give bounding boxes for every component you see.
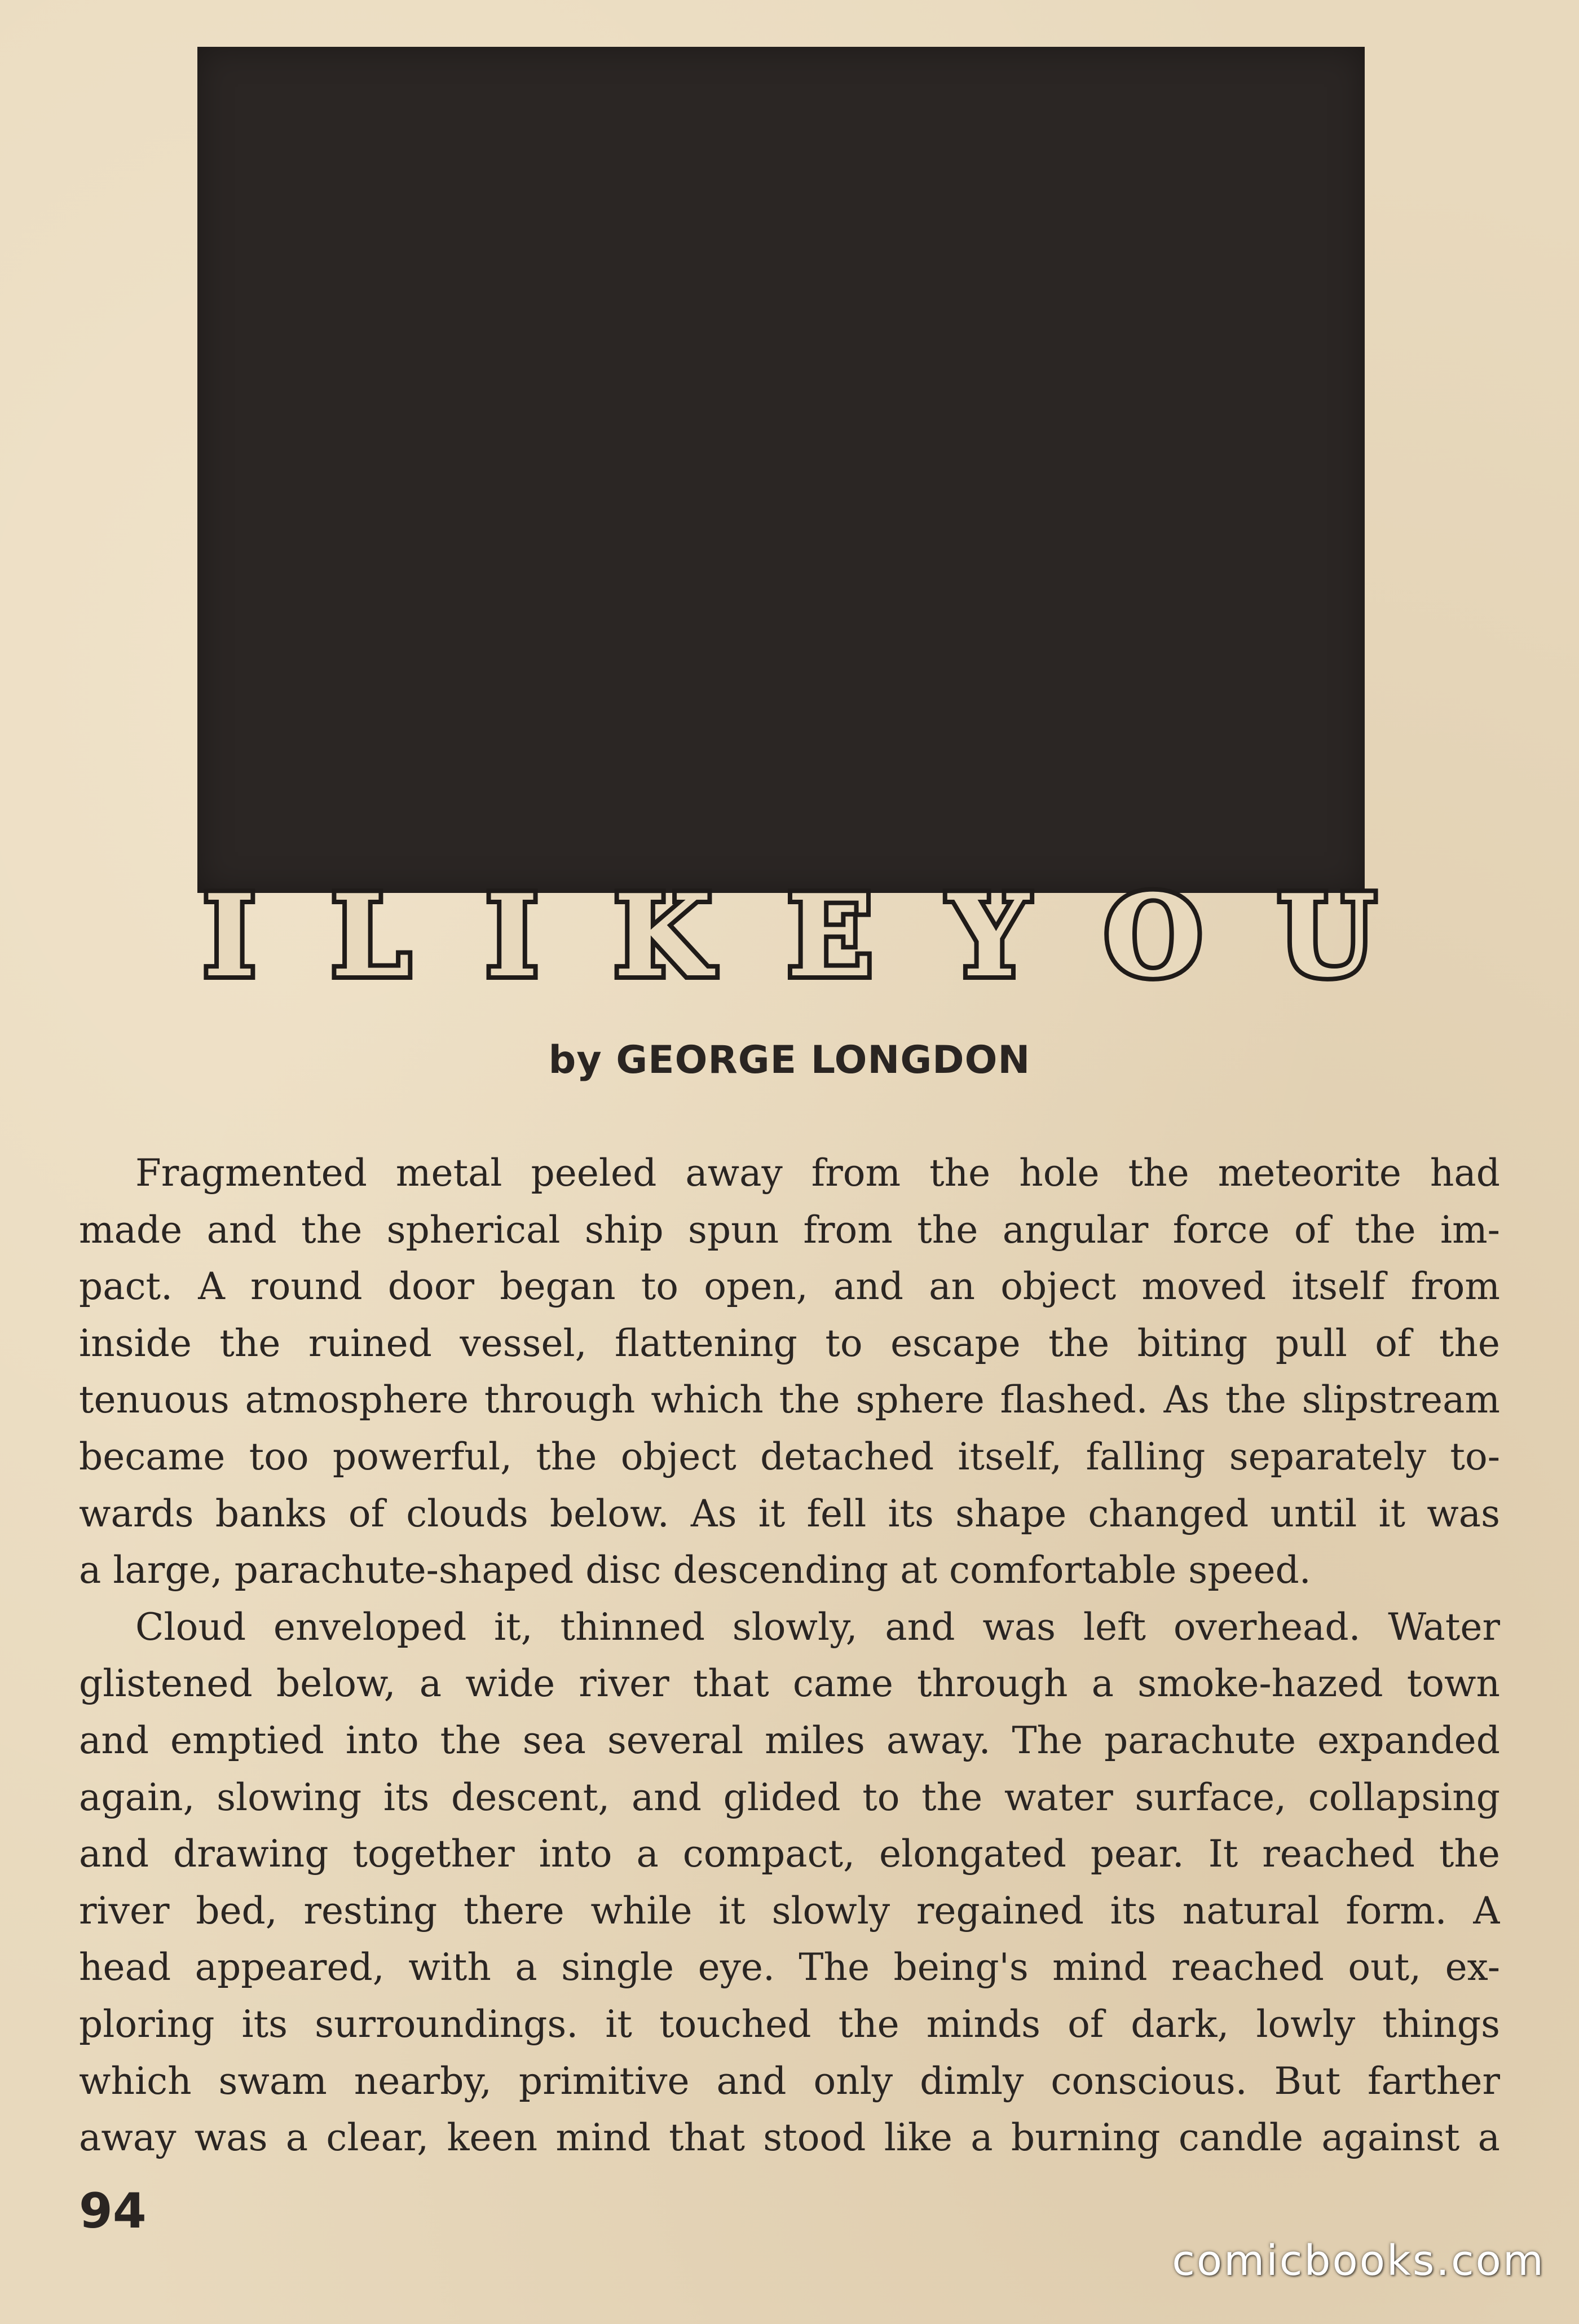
story-body	[79, 1145, 1500, 2167]
title-letter: I	[486, 870, 539, 1002]
story-title	[203, 870, 1376, 1002]
text-line: inside the ruined vessel, flattening to escape the biting pull of the	[79, 1321, 1500, 1365]
title-letter: O	[1104, 870, 1203, 1002]
title-letter: E	[787, 870, 874, 1002]
text-line: head appeared, with a single eye. The being's mind reached out, ex-	[79, 1946, 1500, 1990]
text-line: made and the spherical ship spun from the angular force of the im-	[79, 1208, 1500, 1252]
text-line: Cloud enveloped it, thinned slowly, and was left overhead. Water	[135, 1605, 1500, 1649]
text-line: a large, parachute-shaped disc descending at comfortable speed.	[79, 1548, 1311, 1592]
text-line: became too powerful, the object detached itself, falling separately to-	[79, 1434, 1500, 1478]
author-byline: by GEORGE LONGDON	[548, 1038, 1031, 1082]
title-letter: K	[614, 870, 712, 1002]
text-line: pact. A round door began to open, and an object moved itself from	[79, 1265, 1500, 1309]
text-line: and emptied into the sea several miles away. The parachute expanded	[79, 1718, 1500, 1762]
text-line: glistened below, a wide river that came through a smoke-hazed town	[79, 1662, 1500, 1706]
title-letter: L	[331, 870, 411, 1002]
text-line: Fragmented metal peeled away from the hole the meteorite had	[135, 1151, 1500, 1195]
text-line: river bed, resting there while it slowly regained its natural form. A	[79, 1889, 1500, 1933]
title-letter: Y	[948, 870, 1029, 1002]
text-line: tenuous atmosphere through which the sphere flashed. As the slipstream	[79, 1378, 1500, 1422]
text-line: ploring its surroundings. it touched the minds of dark, lowly things	[79, 2002, 1500, 2046]
text-line: again, slowing its descent, and glided to the water surface, collapsing	[79, 1775, 1500, 1819]
title-letter: U	[1277, 870, 1376, 1002]
text-line: which swam nearby, primitive and only dimly conscious. But farther	[79, 2059, 1500, 2103]
text-line: wards banks of clouds below. As it fell its shape changed until it was	[79, 1491, 1500, 1535]
text-line: and drawing together into a compact, elongated pear. It reached the	[79, 1832, 1500, 1876]
text-line: away was a clear, keen mind that stood like a burning candle against a	[79, 2116, 1500, 2160]
watermark: comicbooks.com	[1172, 2237, 1545, 2285]
title-illustration-block	[197, 47, 1365, 893]
title-letter: I	[203, 870, 256, 1002]
page-number: 94	[79, 2183, 147, 2239]
